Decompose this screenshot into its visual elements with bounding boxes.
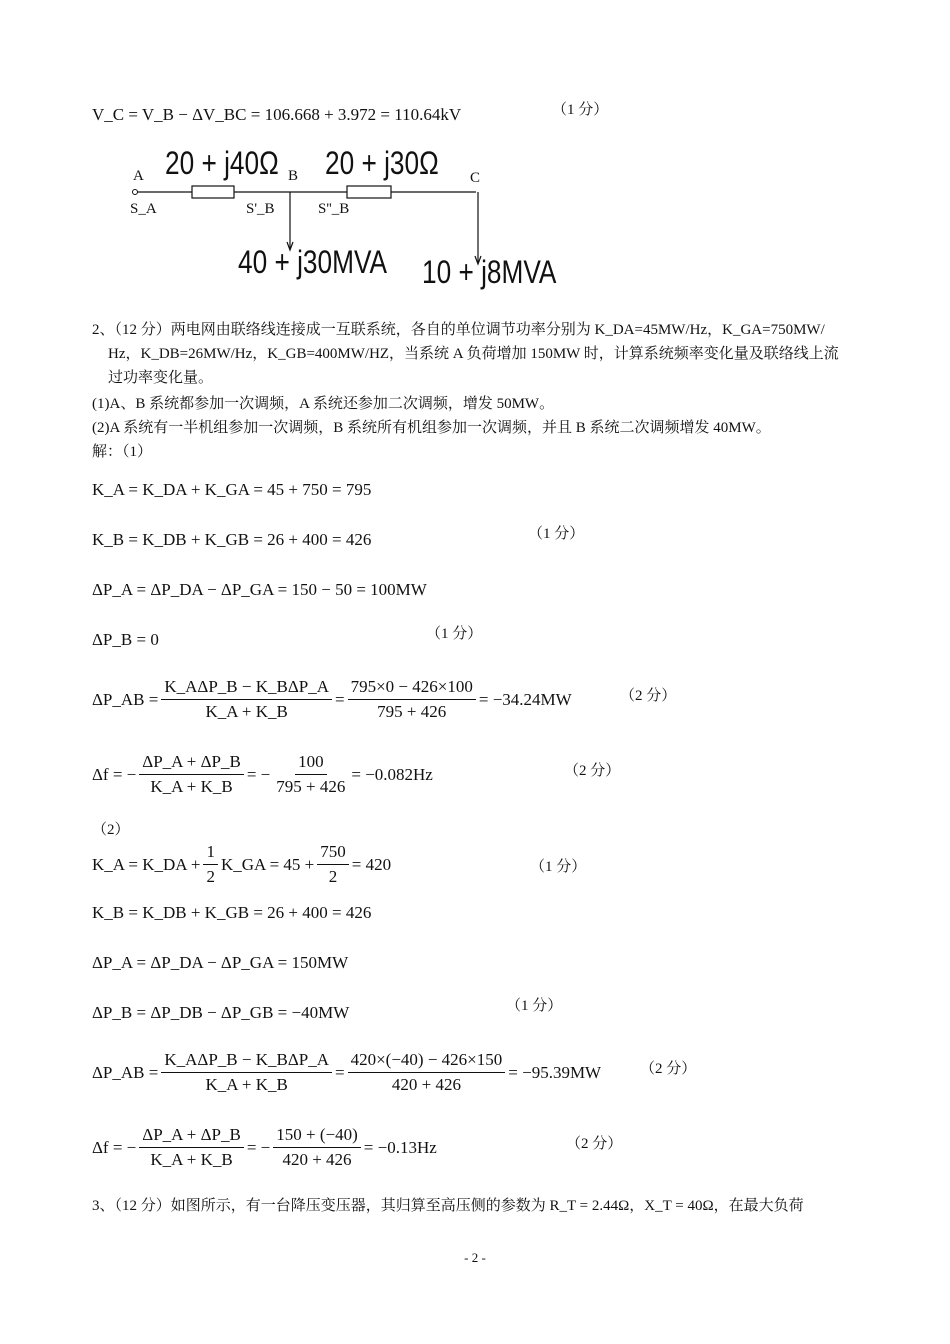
fraction-numerator: 100 [295,752,327,775]
eq-lhs: ΔP_AB = [92,1062,159,1082]
node-a-terminal [133,190,138,195]
eq-ka: K_A = K_DA + K_GA = 45 + 750 = 795 [92,480,372,499]
problem2-part2: (2)A 系统有一半机组参加一次调频，B 系统所有机组参加一次调频，并且 B 系统二次调频增发 40MW。 [92,420,771,436]
fraction-denominator: K_A + K_B [150,1150,233,1169]
fraction-numerator: 150 + (−40) [273,1125,361,1148]
eq-dpb: ΔP_B = 0 [92,630,159,649]
eq-lhs: K_A = K_DA + [92,854,201,874]
fraction-numerator: 750 [317,842,349,865]
resistor-bc [347,186,391,198]
fraction [348,677,476,722]
score-mark: （1 分） [530,859,587,875]
solution-label: 解：（1） [92,444,153,460]
fraction-denominator: 420 + 426 [391,1075,461,1094]
score-mark: （2 分） [566,1136,623,1152]
fraction [161,1050,332,1095]
score-mark: （1 分） [528,526,585,542]
sb-prime-label: S'_B [246,201,275,217]
node-c-label: C [470,170,481,186]
fraction-numerator: 1 [203,842,218,865]
problem2-line1: 2、（12 分）两电网由联络线连接成一互联系统，各自的单位调节功率分别为 K_DA=45MW/Hz，K_GA=750MW/ [92,322,825,338]
fraction [161,677,332,722]
eq-dpb-2: ΔP_B = ΔP_DB − ΔP_GB = −40MW [92,1003,350,1022]
fraction-denominator: K_A + K_B [205,702,288,721]
fraction [317,842,349,887]
part2-label: （2） [92,822,130,838]
fraction-denominator: 2 [328,867,338,886]
eq-mid: K_GA = 45 + [220,854,315,874]
score-mark: （1 分） [552,102,609,118]
sa-label: S_A [130,201,157,217]
eq-result: = 420 [351,854,392,874]
page-number: - 2 - [464,1250,486,1265]
eq-dpa-2: ΔP_A = ΔP_DA − ΔP_GA = 150MW [92,953,349,972]
eq-lhs: Δf = − [92,1137,137,1157]
eq-kb-2: K_B = K_DB + K_GB = 26 + 400 = 426 [92,903,372,922]
fraction-numerator: ΔP_A + ΔP_B [139,752,244,775]
fraction-denominator: 795 + 426 [377,702,447,721]
fraction-denominator: 795 + 426 [276,777,346,796]
fraction [139,1125,244,1170]
load-b-value: 40 + j30MVA [238,244,388,280]
problem2-part1: (1)A、B 系统都参加一次调频，A 系统还参加二次调频，增发 50MW。 [92,396,555,412]
eq-dpab-2 [92,1050,601,1095]
eq-result: = −0.13Hz [363,1137,437,1157]
score-mark: （2 分） [640,1061,697,1077]
eq-lhs: Δf = − [92,764,137,784]
resistor-ab [192,186,234,198]
score-mark: （2 分） [620,688,677,704]
score-mark: （1 分） [506,998,563,1014]
fraction-numerator: ΔP_A + ΔP_B [139,1125,244,1148]
fraction-denominator: 2 [206,867,215,886]
fraction-numerator: K_AΔP_B − K_BΔP_A [161,1050,332,1073]
equation-vc: V_C = V_B − ΔV_BC = 106.668 + 3.972 = 110.64kV [92,105,462,124]
eq-result: = −34.24MW [478,689,572,709]
equals-sign: = − [246,1137,271,1157]
problem2-line2: Hz，K_DB=26MW/Hz，K_GB=400MW/HZ，当系统 A 负荷增加 150MW 时，计算系统频率变化量及联络线上流 [108,346,839,362]
eq-kb: K_B = K_DB + K_GB = 26 + 400 = 426 [92,530,372,549]
eq-lhs: ΔP_AB = [92,689,159,709]
eq-dpab [92,677,572,722]
eq-df-2 [92,1125,437,1170]
sb-dprime-label: S''_B [318,201,350,217]
problem3-line1: 3、（12 分）如图所示，有一台降压变压器，其归算至高压侧的参数为 R_T = 2.44Ω，X_T = 40Ω，在最大负荷 [92,1198,804,1214]
fraction-numerator: K_AΔP_B − K_BΔP_A [161,677,332,700]
eq-result: = −95.39MW [508,1062,602,1082]
fraction-denominator: K_A + K_B [150,777,233,796]
score-mark: （1 分） [426,626,483,642]
fraction-denominator: 420 + 426 [282,1150,352,1169]
eq-result: = −0.082Hz [351,764,433,784]
eq-ka-2 [92,842,391,887]
fraction-denominator: K_A + K_B [205,1075,288,1094]
equals-sign: = − [246,764,271,784]
eq-dpa: ΔP_A = ΔP_DA − ΔP_GA = 150 − 50 = 100MW [92,580,427,599]
node-a-label: A [133,168,144,184]
eq-df [92,752,433,797]
score-mark: （2 分） [564,763,621,779]
fraction [273,752,348,797]
equals-sign: = [335,689,345,709]
fraction [348,1050,506,1095]
impedance-bc-label: 20 + j30Ω [325,145,439,181]
fraction-numerator: 420×(−40) − 426×150 [348,1050,506,1073]
impedance-ab-label: 20 + j40Ω [165,145,279,181]
problem2-line3: 过功率变化量。 [108,370,214,386]
fraction [273,1125,361,1170]
load-c-value: 10 + j8MVA [422,254,557,290]
fraction-numerator: 795×0 − 426×100 [348,677,476,700]
equals-sign: = [335,1062,345,1082]
fraction [203,842,218,887]
node-b-label: B [288,168,299,184]
fraction [139,752,244,797]
